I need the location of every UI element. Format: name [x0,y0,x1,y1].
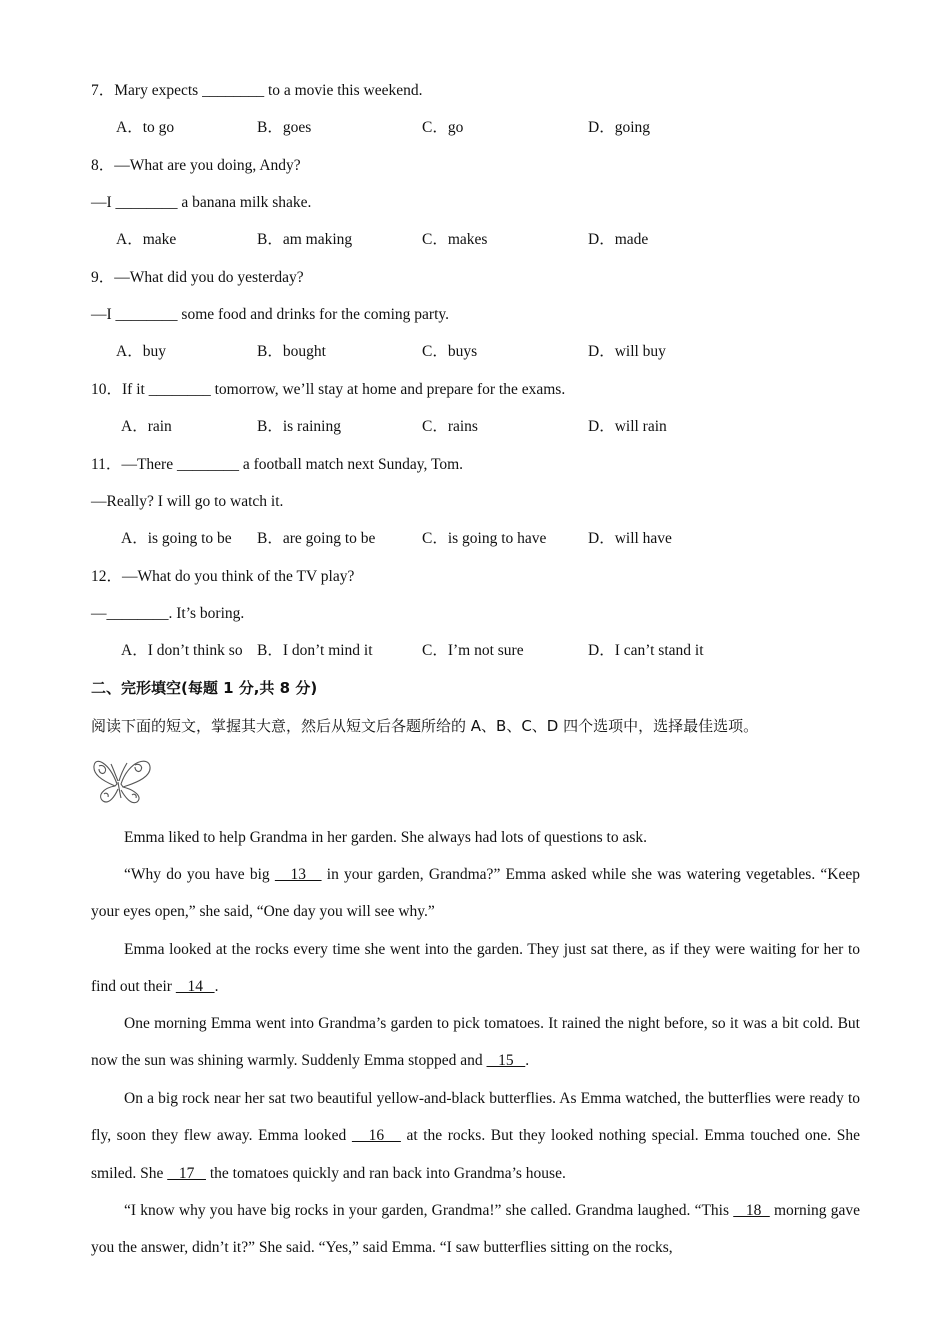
option-d: D．will rain [588,418,667,435]
option-b: B．bought [257,343,326,360]
question-number: 9． [91,269,115,286]
question-stem: Mary expects ________ to a movie this weekend. [114,82,423,99]
question-stem: —There ________ a football match next Sunday, Tom. [121,456,464,473]
option-a: A．to go [116,119,175,136]
question-12 [91,567,354,587]
question-number: 11． [91,456,122,473]
option-b: B．I don’t mind it [257,642,373,659]
blank-14: 14 [175,978,215,996]
option-a: A．rain [121,418,172,435]
option-c: C．I’m not sure [422,642,524,659]
option-c: C．go [422,119,464,136]
question-9 [91,268,304,288]
question-stem: —What did you do yesterday? [114,269,304,286]
question-10-options [0,417,950,437]
section-instruction: 阅读下面的短文，掌握其大意，然后从短文后各题所给的 A、B、C、D 四个选项中，选择最佳选项。 [91,717,759,735]
option-c: C．rains [422,418,478,435]
blank-18: 18 [733,1202,770,1219]
question-stem: —What are you doing, Andy? [114,157,301,174]
option-b: B．are going to be [257,530,376,547]
question-10 [91,380,565,400]
question-8-reply: —I ________ a banana milk shake. [91,194,312,211]
option-a: A．make [116,231,177,248]
blank-16: 16 [351,1127,401,1145]
option-d: D．will have [588,530,672,547]
question-11 [91,455,463,475]
passage-paragraph-2: “Why do you have big 13 in your garden, Grandma?” Emma asked while she was watering vegetables. “Keep your eyes open,” she said, “One day you will see why.” [91,866,860,921]
option-b: B．is raining [257,418,341,435]
question-11-options [0,529,950,549]
section-heading: 二、完形填空(每题 1 分,共 8 分) [91,679,318,697]
question-stem: If it ________ tomorrow, we’ll stay at home and prepare for the exams. [122,381,566,398]
option-b: B．goes [257,119,312,136]
question-7-options [0,118,950,138]
question-number: 12． [91,568,123,585]
blank-13: 13 [274,866,322,883]
question-8 [91,156,301,176]
option-d: D．will buy [588,343,666,360]
passage-paragraph-1: Emma liked to help Grandma in her garden. She always had lots of questions to ask. [124,829,648,846]
passage-paragraph-4: One morning Emma went into Grandma’s garden to pick tomatoes. It rained the night before, so it was a bit cold. But now the sun was shining warmly. Suddenly Emma stopped and 15 . [91,1015,860,1070]
question-9-options [0,342,950,362]
question-12-options [0,641,950,661]
option-b: B．am making [257,231,353,248]
passage-paragraph-3: Emma looked at the rocks every time she went into the garden. They just sat there, as if they were waiting for her to find out their 14 . [91,941,860,996]
option-a: A．is going to be [121,530,232,547]
option-a: A．I don’t think so [121,642,243,659]
question-11-reply: —Really? I will go to watch it. [91,493,284,510]
question-number: 7． [91,82,115,99]
question-stem: —What do you think of the TV play? [122,568,355,585]
option-c: C．makes [422,231,488,248]
blank-17: 17 [167,1164,206,1182]
question-7 [91,81,422,101]
question-12-reply: —________. It’s boring. [91,605,245,622]
option-a: A．buy [116,343,166,360]
option-c: C．is going to have [422,530,547,547]
question-number: 8． [91,157,115,174]
option-d: D．I can’t stand it [588,642,704,659]
question-8-options [0,230,950,250]
passage-paragraph-6: “I know why you have big rocks in your garden, Grandma!” she called. Grandma laughed. “This 18 morning gave you the answer, didn’t it?” She said. “Yes,” said Emma. “I saw butterflies sitting on the rocks, [91,1202,860,1257]
question-number: 10． [91,381,123,398]
option-d: D．made [588,231,649,248]
option-c: C．buys [422,343,478,360]
passage-paragraph-5: On a big rock near her sat two beautiful yellow-and-black butterflies. As Emma watched, the butterflies were ready to fly, soon they flew away. Emma looked 16 at the rocks. But they looked nothing special. Emma touched one. She smiled. She 17 the tomatoes quickly and ran back into Grandma’s house. [91,1090,861,1182]
blank-15: 15 [486,1052,526,1070]
question-9-reply: —I ________ some food and drinks for the coming party. [91,306,450,323]
butterfly-illustration [91,754,153,806]
option-d: D．going [588,119,651,136]
